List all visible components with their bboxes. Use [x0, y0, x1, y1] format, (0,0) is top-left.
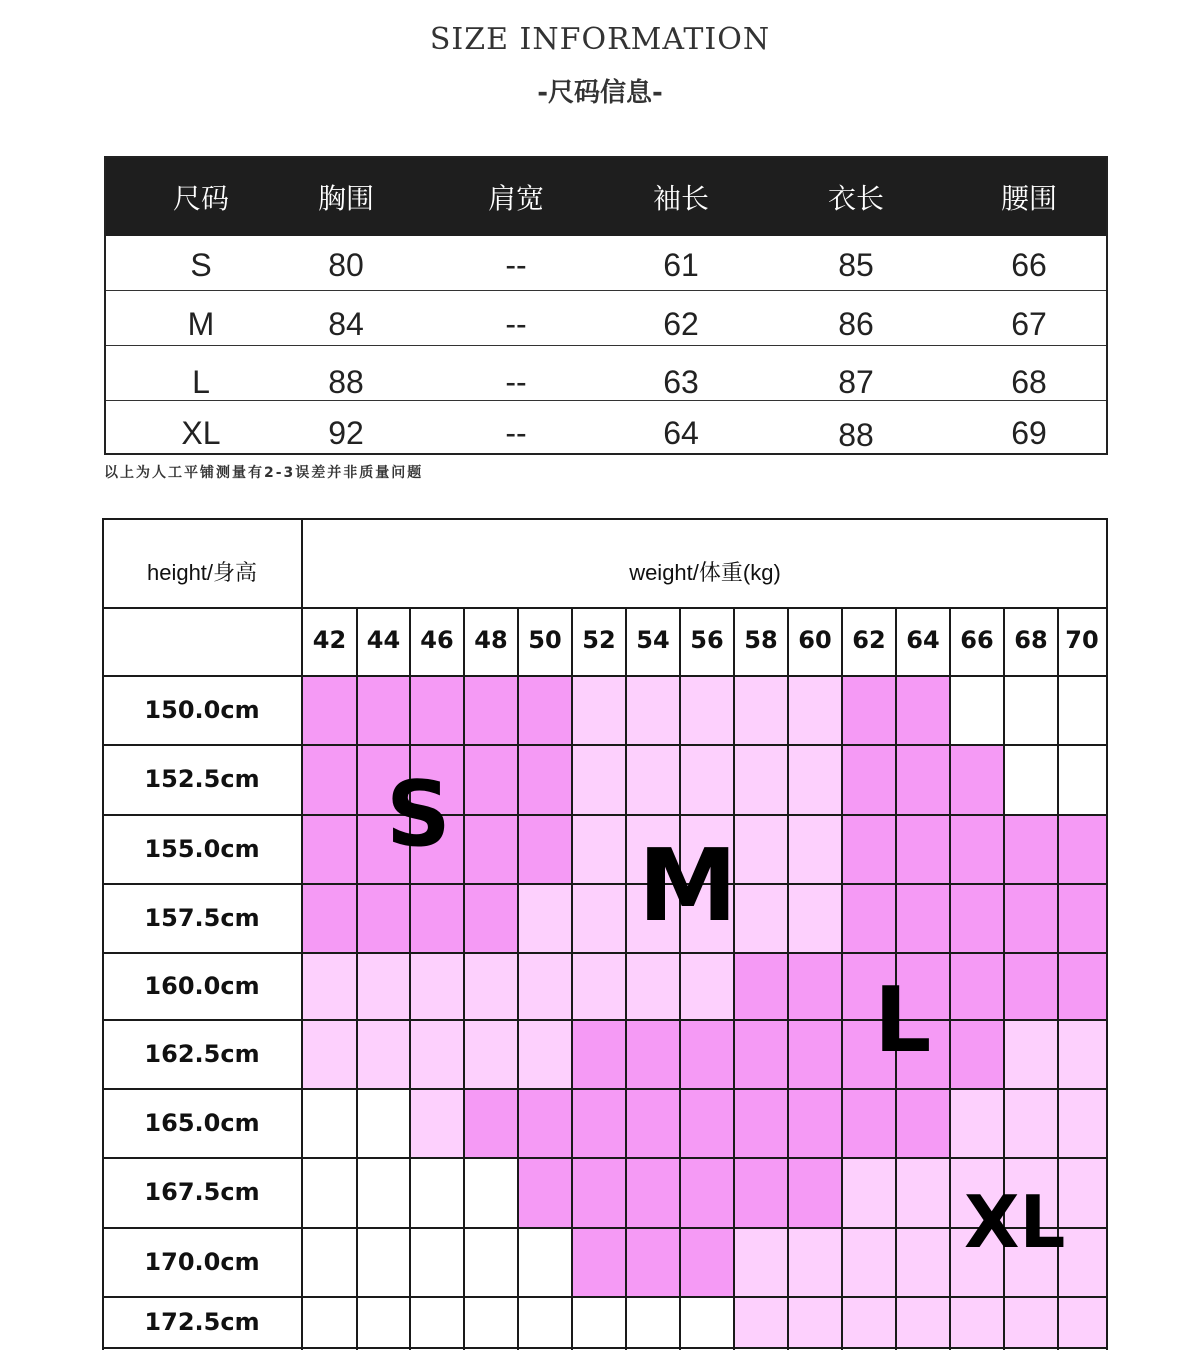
grid-cell: [464, 1020, 518, 1089]
grid-cell: [464, 1228, 518, 1297]
table-cell: M: [187, 306, 215, 342]
grid-cell: [788, 1158, 842, 1228]
weight-label: 70: [1065, 626, 1099, 654]
grid-cell: [1004, 1020, 1058, 1089]
grid-cell: [788, 745, 842, 815]
grid-cell: [734, 815, 788, 884]
grid-cell: [518, 1158, 572, 1228]
grid-cell: [1004, 1297, 1058, 1348]
grid-cell: [1058, 1020, 1106, 1089]
grid-cell: [572, 676, 626, 745]
grid-line: [787, 608, 789, 1350]
grid-line: [102, 1227, 1108, 1229]
column-header-size: 尺码: [172, 182, 229, 215]
size-measurement-table: [104, 156, 1108, 455]
column-header-length: 衣长: [827, 182, 884, 215]
grid-line: [949, 608, 951, 1350]
table-cell: --: [505, 247, 527, 283]
grid-line: [517, 608, 519, 1350]
height-label: 160.0cm: [144, 971, 260, 1000]
table-cell: 88: [838, 417, 874, 453]
grid-cell: [680, 1089, 734, 1158]
grid-cell: [410, 676, 464, 745]
grid-cell: [302, 815, 357, 884]
grid-line: [102, 1296, 1108, 1298]
grid-cell: [842, 1158, 896, 1228]
grid-cell: [1004, 815, 1058, 884]
grid-cell: [896, 1089, 950, 1158]
table-row: [106, 345, 1106, 401]
grid-cell: [410, 953, 464, 1020]
grid-line: [102, 607, 1108, 609]
grid-cell: [626, 676, 680, 745]
grid-cell: [572, 1089, 626, 1158]
weight-label: 56: [690, 626, 724, 654]
grid-cell: [518, 1020, 572, 1089]
grid-line: [1106, 518, 1108, 1350]
grid-cell: [302, 884, 357, 953]
grid-cell: [734, 1089, 788, 1158]
grid-line: [679, 608, 681, 1350]
table-cell: --: [505, 364, 527, 400]
grid-cell: [357, 676, 410, 745]
grid-cell: [410, 1158, 464, 1228]
grid-cell: [572, 1158, 626, 1228]
size-zone-label-s: S: [386, 762, 451, 867]
grid-cell: [1004, 745, 1058, 815]
grid-line: [625, 608, 627, 1350]
grid-cell: [1058, 676, 1106, 745]
weight-label: 66: [960, 626, 994, 654]
grid-cell: [1058, 745, 1106, 815]
table-cell: 66: [1011, 247, 1047, 283]
weight-label: 50: [528, 626, 562, 654]
grid-cell: [410, 884, 464, 953]
grid-cell: [518, 884, 572, 953]
table-cell: L: [192, 364, 210, 400]
grid-cell: [518, 1228, 572, 1297]
weight-label: 60: [798, 626, 832, 654]
grid-cell: [734, 1297, 788, 1348]
grid-cell: [788, 1089, 842, 1158]
grid-line: [102, 883, 1108, 885]
size-table-header: [106, 158, 1106, 236]
grid-cell: [734, 745, 788, 815]
column-header-waist: 腰围: [1000, 182, 1057, 215]
page-subtitle: -尺码信息-: [537, 78, 663, 108]
grid-cell: [518, 1297, 572, 1348]
table-row: [106, 236, 1106, 290]
grid-cell: [464, 1158, 518, 1228]
height-label: 165.0cm: [144, 1108, 260, 1137]
grid-line: [102, 1347, 1108, 1349]
grid-cell: [302, 953, 357, 1020]
weight-label: 62: [852, 626, 886, 654]
grid-cell: [734, 884, 788, 953]
grid-cell: [950, 745, 1004, 815]
height-label: 172.5cm: [144, 1307, 260, 1336]
table-cell: 67: [1011, 306, 1047, 342]
height-label: 162.5cm: [144, 1039, 260, 1068]
grid-cell: [518, 815, 572, 884]
grid-line: [733, 608, 735, 1350]
grid-cell: [680, 676, 734, 745]
grid-cell: [302, 1297, 357, 1348]
grid-cell: [788, 1020, 842, 1089]
grid-cell: [357, 1297, 410, 1348]
grid-cell: [626, 1020, 680, 1089]
height-label: 170.0cm: [144, 1247, 260, 1276]
grid-cell: [680, 1297, 734, 1348]
grid-cell: [842, 676, 896, 745]
grid-cell: [950, 815, 1004, 884]
grid-cell: [464, 1089, 518, 1158]
grid-cell: [788, 884, 842, 953]
grid-cell: [896, 1297, 950, 1348]
table-cell: S: [190, 247, 212, 283]
grid-cell: [680, 1158, 734, 1228]
table-cell: 68: [1011, 364, 1047, 400]
grid-cell: [410, 1089, 464, 1158]
grid-cell: [572, 1020, 626, 1089]
grid-cell: [302, 676, 357, 745]
grid-cell: [788, 676, 842, 745]
grid-cell: [357, 884, 410, 953]
grid-cell: [1058, 884, 1106, 953]
grid-cell: [734, 1020, 788, 1089]
grid-cell: [518, 1089, 572, 1158]
height-label: 167.5cm: [144, 1178, 260, 1206]
grid-cell: [518, 745, 572, 815]
grid-cell: [357, 1158, 410, 1228]
grid-cell: [842, 745, 896, 815]
grid-cell: [572, 953, 626, 1020]
grid-cell: [950, 676, 1004, 745]
table-cell: 92: [328, 415, 364, 451]
measurement-note: 以上为人工平铺测量有2-3误差并非质量问题: [104, 465, 424, 481]
grid-line: [102, 744, 1108, 746]
grid-cell: [842, 884, 896, 953]
grid-cell: [357, 953, 410, 1020]
grid-line: [102, 814, 1108, 816]
grid-cell: [357, 1228, 410, 1297]
weight-label: 64: [906, 626, 940, 654]
table-cell: 63: [663, 364, 699, 400]
grid-cell: [357, 1089, 410, 1158]
grid-cell: [788, 953, 842, 1020]
grid-cell: [896, 745, 950, 815]
grid-cell: [572, 1228, 626, 1297]
size-zone-label-l: L: [874, 968, 932, 1073]
grid-cell: [357, 1020, 410, 1089]
grid-cell: [734, 1158, 788, 1228]
grid-cell: [734, 953, 788, 1020]
table-row: [106, 290, 1106, 345]
grid-cell: [572, 884, 626, 953]
table-cell: 80: [328, 247, 364, 283]
table-cell: 85: [838, 247, 874, 283]
weight-label: 58: [744, 626, 778, 654]
table-cell: XL: [181, 415, 221, 451]
grid-cell: [950, 953, 1004, 1020]
height-header: height/身高: [146, 560, 258, 585]
grid-cell: [464, 745, 518, 815]
grid-cell: [896, 815, 950, 884]
grid-line: [571, 608, 573, 1350]
grid-cell: [464, 953, 518, 1020]
column-header-bust: 胸围: [317, 182, 374, 215]
grid-cell: [950, 1020, 1004, 1089]
table-cell: 87: [838, 364, 874, 400]
grid-cell: [842, 1297, 896, 1348]
page-title: SIZE INFORMATION: [429, 22, 771, 57]
grid-line: [841, 608, 843, 1350]
grid-cell: [464, 884, 518, 953]
table-cell: 86: [838, 306, 874, 342]
grid-cell: [1004, 953, 1058, 1020]
grid-cell: [896, 884, 950, 953]
grid-cell: [464, 676, 518, 745]
weight-label: 44: [366, 626, 401, 654]
weight-label: 42: [312, 626, 347, 654]
grid-cell: [1058, 953, 1106, 1020]
table-cell: 62: [663, 306, 699, 342]
grid-cell: [572, 1297, 626, 1348]
grid-cell: [1004, 676, 1058, 745]
grid-cell: [302, 1158, 357, 1228]
grid-cell: [788, 1297, 842, 1348]
size-zone-label-xl: XL: [964, 1180, 1066, 1264]
weight-label: 52: [582, 626, 616, 654]
grid-cell: [626, 745, 680, 815]
grid-cell: [410, 1020, 464, 1089]
grid-cell: [788, 815, 842, 884]
grid-cell: [302, 1089, 357, 1158]
table-cell: 69: [1011, 415, 1047, 451]
grid-cell: [626, 1297, 680, 1348]
grid-cell: [410, 1297, 464, 1348]
grid-line: [102, 518, 1108, 520]
grid-line: [102, 952, 1108, 954]
grid-line: [102, 1088, 1108, 1090]
grid-cell: [680, 745, 734, 815]
grid-line: [356, 608, 358, 1350]
grid-line: [102, 675, 1108, 677]
grid-cell: [572, 745, 626, 815]
table-row: [106, 400, 1106, 454]
grid-line: [102, 518, 104, 1350]
height-label: 157.5cm: [144, 903, 260, 932]
grid-cell: [1004, 1089, 1058, 1158]
grid-cell: [896, 676, 950, 745]
weight-header: weight/体重(kg): [629, 560, 781, 585]
grid-cell: [1058, 1297, 1106, 1348]
table-cell: --: [505, 306, 527, 342]
grid-cell: [518, 953, 572, 1020]
grid-cell: [950, 1089, 1004, 1158]
grid-cell: [518, 676, 572, 745]
grid-line: [102, 1019, 1108, 1021]
grid-cell: [842, 1228, 896, 1297]
grid-cell: [626, 1228, 680, 1297]
grid-cell: [788, 1228, 842, 1297]
weight-label: 46: [420, 626, 454, 654]
grid-cell: [680, 1228, 734, 1297]
grid-line: [409, 608, 411, 1350]
height-label: 152.5cm: [144, 765, 260, 793]
grid-cell: [950, 884, 1004, 953]
grid-cell: [410, 1228, 464, 1297]
grid-cell: [896, 1158, 950, 1228]
grid-line: [102, 1157, 1108, 1159]
table-cell: --: [505, 415, 527, 451]
grid-cell: [464, 815, 518, 884]
grid-cell: [680, 953, 734, 1020]
grid-cell: [734, 1228, 788, 1297]
grid-cell: [464, 1297, 518, 1348]
table-cell: 88: [328, 364, 364, 400]
grid-cell: [626, 953, 680, 1020]
grid-cell: [302, 1228, 357, 1297]
grid-cell: [626, 1158, 680, 1228]
size-zone-label-m: M: [638, 827, 738, 944]
grid-cell: [572, 815, 626, 884]
grid-cell: [896, 1228, 950, 1297]
height-label: 150.0cm: [144, 695, 260, 724]
column-header-shoulder: 肩宽: [487, 182, 544, 215]
grid-cell: [1058, 1089, 1106, 1158]
grid-cell: [842, 815, 896, 884]
grid-cell: [1004, 884, 1058, 953]
grid-cell: [302, 745, 357, 815]
grid-cell: [302, 1020, 357, 1089]
grid-cell: [1058, 815, 1106, 884]
weight-label: 68: [1014, 626, 1048, 654]
weight-label: 54: [636, 626, 670, 654]
grid-cell: [842, 1089, 896, 1158]
height-label: 155.0cm: [144, 834, 260, 863]
grid-cell: [734, 676, 788, 745]
grid-line: [463, 608, 465, 1350]
grid-cell: [680, 1020, 734, 1089]
table-cell: 61: [663, 247, 699, 283]
table-cell: 64: [663, 415, 699, 451]
grid-cell: [950, 1297, 1004, 1348]
size-recommendation-grid: [102, 518, 1108, 1350]
table-cell: 84: [328, 306, 364, 342]
grid-cell: [626, 1089, 680, 1158]
weight-label: 48: [474, 626, 508, 654]
column-header-sleeve: 袖长: [652, 182, 709, 215]
